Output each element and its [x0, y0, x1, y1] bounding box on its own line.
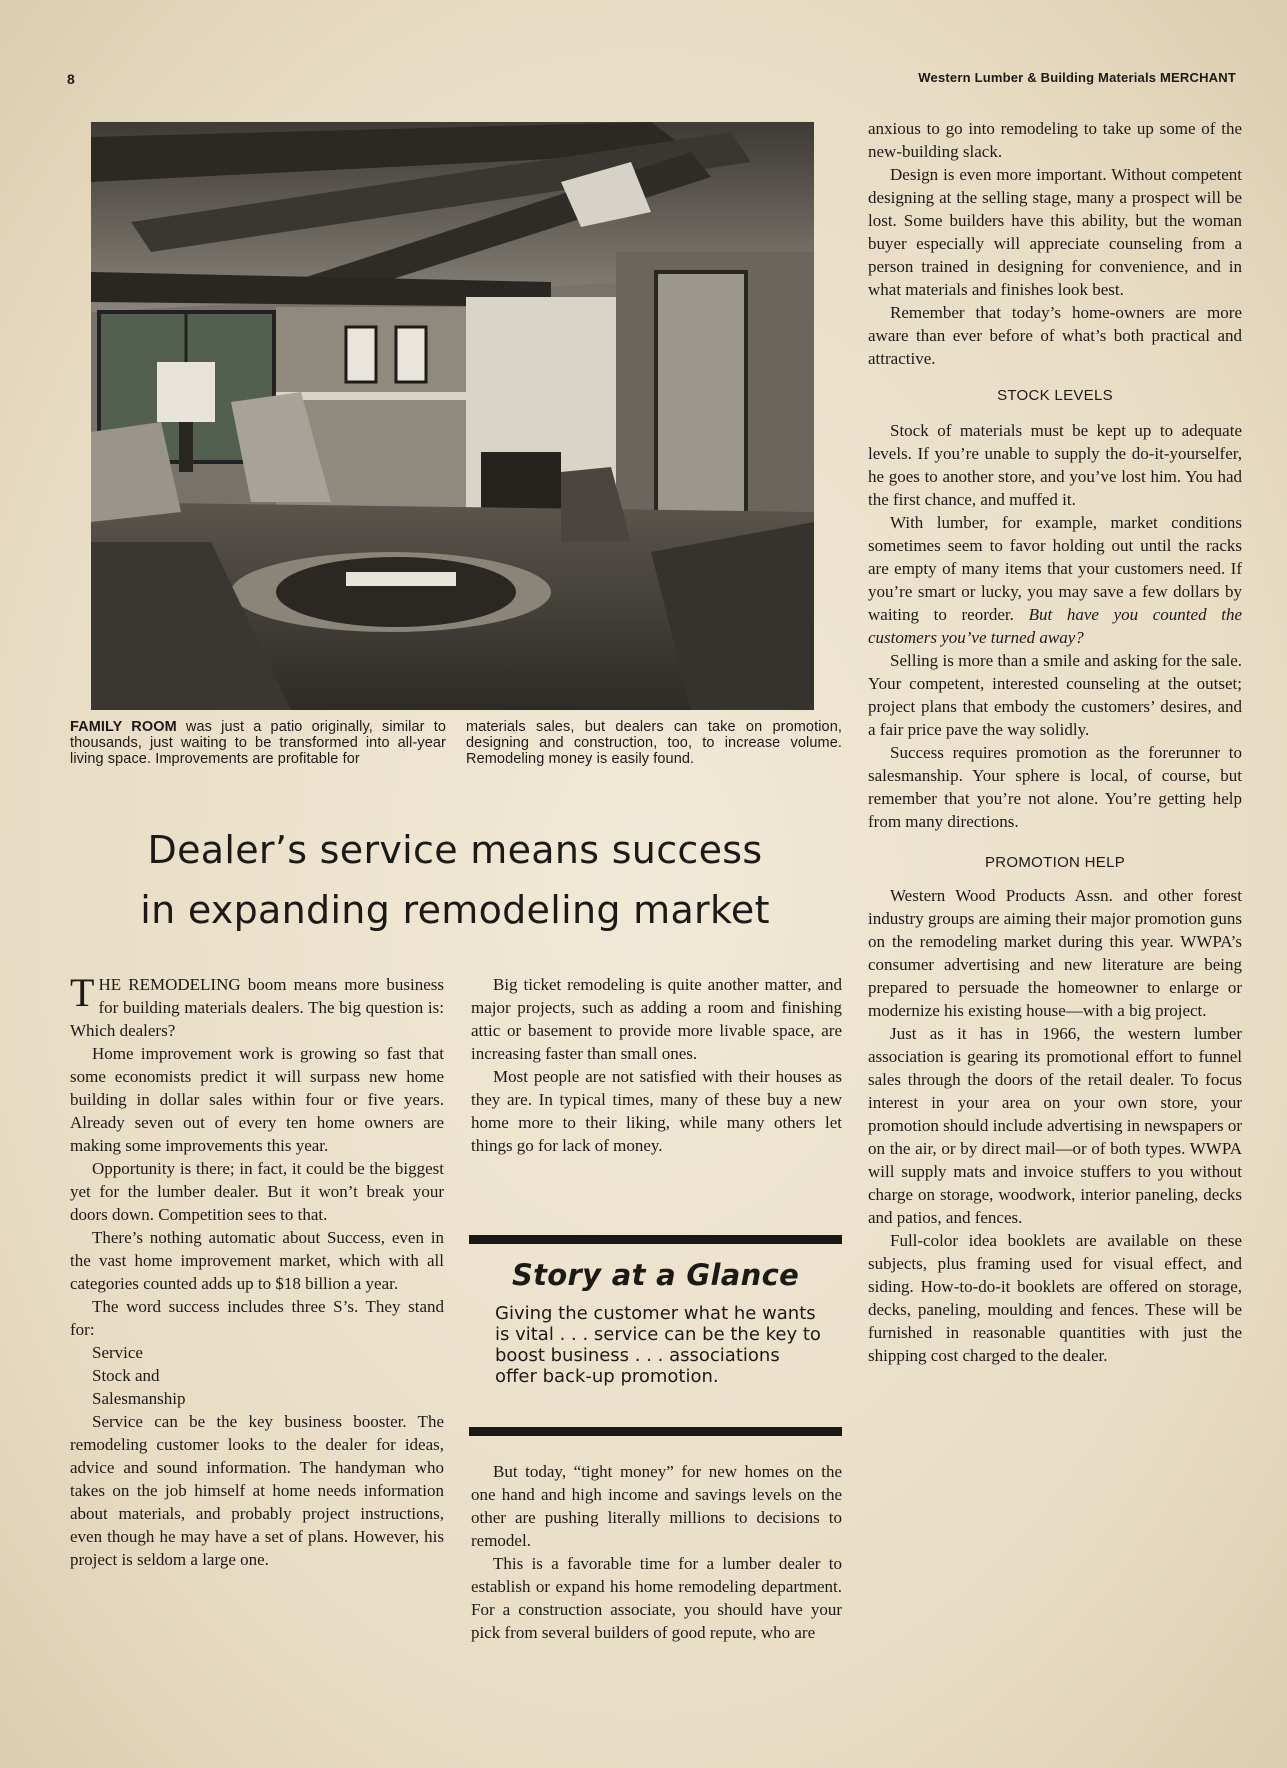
list-item-stock: Stock and	[92, 1366, 160, 1385]
col2-p1: Big ticket remodeling is quite another matter, and major projects, such as adding a room and finishing attic or basement to provide more livable space, are increasing faster than small ones.	[471, 975, 842, 1063]
col3-p7: Success requires promotion as the forerunner to salesmanship. Your sphere is local, of course, but remember that you’re not alone. You’re getting help from many directions.	[868, 743, 1242, 831]
col3-p1: anxious to go into remodeling to take up some of the new-building slack.	[868, 119, 1242, 161]
col3-p5-italic: But have you counted the customers you’ve turned away?	[868, 605, 1242, 647]
box-rule-top	[469, 1235, 842, 1244]
story-box-title: Story at a Glance	[511, 1258, 800, 1292]
list-item-salesmanship: Salesmanship	[92, 1389, 186, 1408]
list-item-service: Service	[92, 1343, 143, 1362]
caption-lead: FAMILY ROOM	[70, 719, 177, 735]
article-column-3	[868, 117, 1242, 1367]
col3-p8: Western Wood Products Assn. and other forest industry groups are aiming their major promotion guns on the remodeling market during this year. WWPA’s consumer advertising and new literature are being prepared to persuade the homeowner to enlarge or modernize his existing house—with a big project.	[868, 886, 1242, 1020]
col1-p2: Home improvement work is growing so fast that some economists predict it will surpass new home building in dollar sales within four or five years. Already seven out of every ten home owners are making some improvements this year.	[70, 1044, 444, 1155]
col3-p2: Design is even more important. Without competent designing at the selling stage, many a prospect will be lost. Some builders have this ability, but the woman buyer especially will appreciate counseling from a person trained in designing for convenience, and in what materials and finishes look best.	[868, 165, 1242, 299]
col1-p1: HE REMODELING boom means more business for building materials dealers. The big question is: Which dealers?	[70, 975, 444, 1040]
photo-caption-right: materials sales, but dealers can take on promotion, designing and construction, too, to increase volume. Remodeling money is easily found.	[466, 719, 842, 767]
drop-cap: T	[70, 970, 95, 1015]
col2-p3: But today, “tight money” for new homes on the one hand and high income and savings levels on the other are pushing literally millions to decisions to remodel.	[471, 1462, 842, 1550]
col2-p2: Most people are not satisfied with their houses as they are. In typical times, many of these buy a new home more to their liking, while many others let things go for lack of money.	[471, 1067, 842, 1155]
subhead-promotion-help: PROMOTION HELP	[984, 854, 1126, 871]
col1-p4: There’s nothing automatic about Success, even in the vast home improvement market, which with all categories counted adds up to $18 billion a year.	[70, 1228, 444, 1293]
col3-p9: Just as it has in 1966, the western lumber association is gearing its promotional effort to funnel sales through the doors of the retail dealer. To focus interest in your area on your own store, your promotion should include advertising in newspapers or on the air, or by direct mail—or of both types. WWPA will supply mats and invoice stuffers to you without charge on storage, woodwork, interior paneling, decks and patios, and fences.	[868, 1024, 1242, 1227]
article-column-1	[70, 970, 444, 1571]
col3-p5	[868, 511, 1242, 649]
article-headline	[70, 820, 840, 940]
page-number: 8	[67, 71, 75, 87]
caption-left-text: was just a patio originally, similar to thousands, just waiting to be transformed into all-year living space. Improvements are profitable for	[70, 719, 446, 767]
col1-p5: The word success includes three S’s. They stand for:	[70, 1297, 444, 1339]
article-column-2-bottom	[471, 1460, 842, 1644]
col2-p4: This is a favorable time for a lumber dealer to establish or expand his home remodeling department. For a construction associate, you should have your pick from several builders of good repute, who are	[471, 1554, 842, 1642]
col3-p5-text: With lumber, for example, market conditions sometimes seem to favor holding out until the racks are empty of many items that your customers need. If you’re smart or lucky, you may save a few dollars by waiting to reorder.	[868, 513, 1242, 624]
col3-p3: Remember that today’s home-owners are more aware than ever before of what’s both practical and attractive.	[868, 303, 1242, 368]
running-head: Western Lumber & Building Materials MERCHANT	[918, 70, 1236, 85]
photo-caption-left	[70, 719, 446, 767]
box-rule-bottom	[469, 1427, 842, 1436]
col1-p3: Opportunity is there; in fact, it could be the biggest yet for the lumber dealer. But it won’t break your doors down. Competition sees to that.	[70, 1159, 444, 1224]
col1-p6: Service can be the key business booster. The remodeling customer looks to the dealer for ideas, advice and sound information. The handyman who takes on the job himself at home needs information about materials, and probably project instructions, even though he may have a set of plans. However, his project is seldom a large one.	[70, 1412, 444, 1569]
story-box-text: Giving the customer what he wants is vital . . . service can be the key to boost business . . . associations offer back-up promotion.	[495, 1303, 821, 1387]
col3-p4: Stock of materials must be kept up to adequate levels. If you’re unable to supply the do-it-yourselfer, he goes to another store, and you’ve lost him. You had the first chance, and muffed it.	[868, 421, 1242, 509]
subhead-stock-levels: STOCK LEVELS	[997, 387, 1113, 404]
family-room-illustration	[91, 122, 814, 710]
col3-p10: Full-color idea booklets are available on these subjects, plus framing used for visual effect, and siding. How-to-do-it booklets are offered on storage, decks, paneling, moulding and fences. These will be furnished in reasonable quantities with just the shipping cost charged to the dealer.	[868, 1231, 1242, 1365]
article-column-2-top	[471, 973, 842, 1157]
family-room-photo	[91, 122, 814, 710]
headline-line-1: Dealer’s service means success	[147, 828, 763, 872]
headline-line-2: in expanding remodeling market	[140, 888, 770, 932]
col3-p6: Selling is more than a smile and asking for the sale. Your competent, interested counseling at the outset; project plans that embody the customers’ desires, and a fair price pave the way solidly.	[868, 651, 1242, 739]
